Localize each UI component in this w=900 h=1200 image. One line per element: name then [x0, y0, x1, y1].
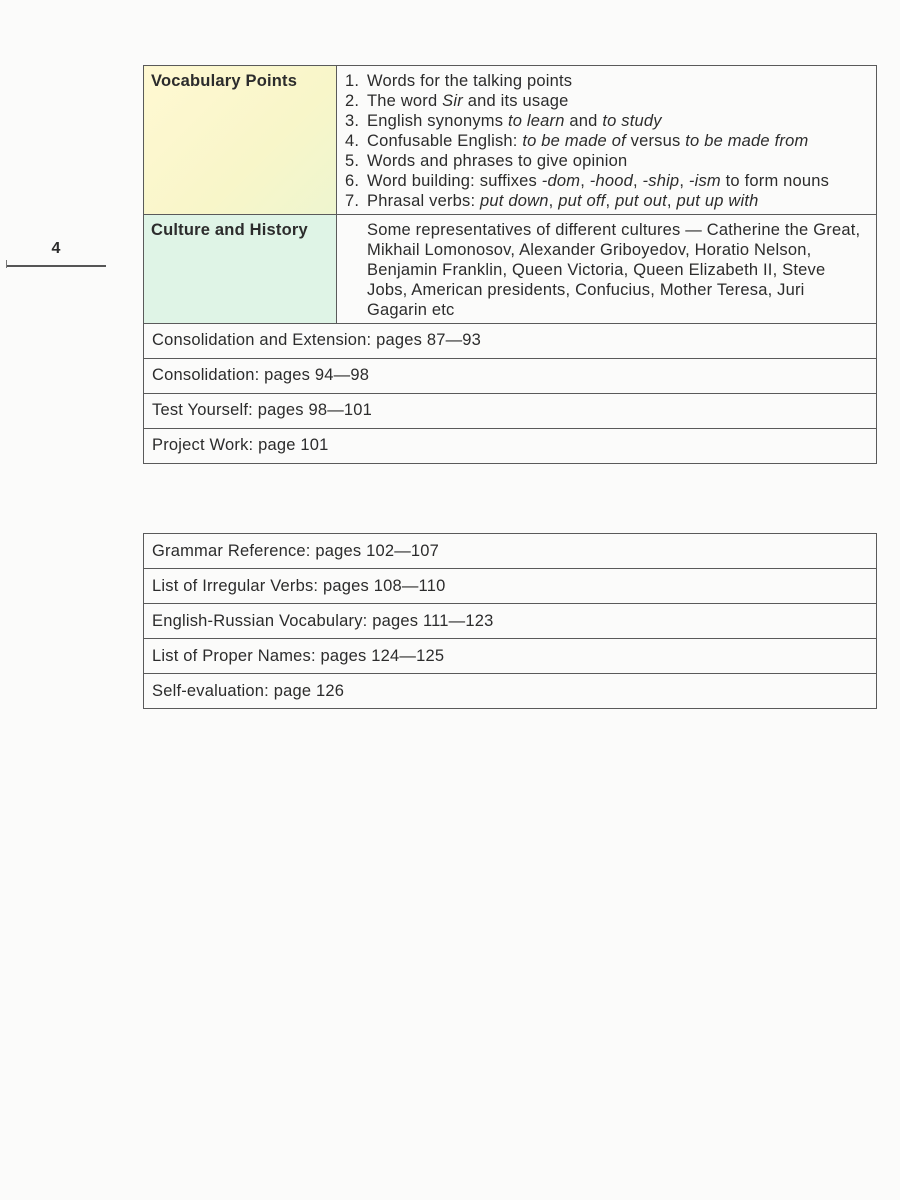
vocabulary-item — [345, 111, 868, 131]
italic-term: put out — [615, 192, 667, 210]
appendix-self-evaluation: Self-evaluation: page 126 — [144, 674, 877, 709]
vocabulary-item — [345, 171, 868, 191]
vocabulary-item-text — [367, 131, 868, 151]
appendix-row — [144, 639, 877, 674]
vocabulary-item — [345, 91, 868, 111]
italic-term: -dom — [541, 172, 581, 190]
italic-term: -ship — [642, 172, 680, 190]
section-test-yourself: Test Yourself: pages 98—101 — [144, 394, 877, 429]
vocabulary-list — [345, 71, 868, 211]
margin-tick — [6, 260, 7, 268]
culture-row — [144, 215, 877, 324]
vocabulary-item-text — [367, 191, 868, 211]
italic-term: put up with — [676, 192, 759, 210]
vocabulary-item-number: 2. — [345, 92, 360, 110]
vocabulary-item-text — [367, 91, 868, 111]
vocabulary-item — [345, 151, 868, 171]
vocabulary-item-number: 3. — [345, 112, 360, 130]
vocabulary-list-cell — [337, 66, 877, 215]
text-run: to form nouns — [720, 172, 830, 190]
section-project-work: Project Work: page 101 — [144, 429, 877, 464]
section-row — [144, 359, 877, 394]
culture-text-cell — [337, 215, 877, 324]
appendix-row — [144, 534, 877, 569]
italic-term: to study — [602, 112, 662, 130]
text-run: Phrasal verbs: — [367, 192, 481, 210]
text-run: , — [666, 192, 677, 210]
italic-term: -ism — [688, 172, 721, 190]
text-run: The word — [367, 92, 443, 110]
vocabulary-item-number: 5. — [345, 152, 360, 170]
italic-term: put off — [558, 192, 606, 210]
text-run: versus — [625, 132, 686, 150]
italic-term: to be made from — [685, 132, 809, 150]
italic-term: -hood — [589, 172, 633, 190]
text-run: Words and phrases to give opinion — [367, 152, 628, 170]
text-run: Confusable English: — [367, 132, 523, 150]
section-consolidation: Consolidation: pages 94—98 — [144, 359, 877, 394]
appendix-vocabulary: English-Russian Vocabulary: pages 111—123 — [144, 604, 877, 639]
page-number-rule — [6, 265, 106, 267]
culture-heading: Culture and History — [144, 215, 337, 324]
italic-term: to be made of — [522, 132, 626, 150]
section-row — [144, 429, 877, 464]
vocabulary-item-number: 6. — [345, 172, 360, 190]
italic-term: Sir — [442, 92, 463, 110]
text-run: Words for the talking points — [367, 72, 573, 90]
italic-term: to learn — [507, 112, 565, 130]
vocabulary-item-number: 7. — [345, 192, 360, 210]
vocabulary-item — [345, 131, 868, 151]
appendix-irregular-verbs: List of Irregular Verbs: pages 108—110 — [144, 569, 877, 604]
appendix-table — [143, 533, 877, 709]
vocabulary-item-text — [367, 71, 868, 91]
appendix-row — [144, 569, 877, 604]
section-row — [144, 394, 877, 429]
culture-text: Some representatives of different cultures — Catherine the Great, Mikhail Lomonosov, Alexander Griboyedov, Horatio Nelson, Benjamin Franklin, Queen Victoria, Queen Elizabeth II, Steve Jobs, American presidents, Confucius, Mother Teresa, Juri Gagarin etc — [367, 221, 861, 319]
italic-term: put down — [480, 192, 549, 210]
appendix-row — [144, 604, 877, 639]
text-run: Word building: suffixes — [367, 172, 542, 190]
vocabulary-item — [345, 191, 868, 211]
section-row — [144, 324, 877, 359]
text-run: and — [564, 112, 603, 130]
appendix-row — [144, 674, 877, 709]
appendix-proper-names: List of Proper Names: pages 124—125 — [144, 639, 877, 674]
vocabulary-item-number: 4. — [345, 132, 360, 150]
appendix-grammar-reference: Grammar Reference: pages 102—107 — [144, 534, 877, 569]
text-run: , — [632, 172, 643, 190]
page-number: 4 — [51, 240, 61, 257]
text-run: , — [548, 192, 559, 210]
text-run: , — [605, 192, 616, 210]
text-run: English synonyms — [367, 112, 508, 130]
text-run: , — [580, 172, 590, 190]
vocabulary-heading: Vocabulary Points — [144, 66, 337, 215]
section-consolidation-extension: Consolidation and Extension: pages 87—93 — [144, 324, 877, 359]
vocabulary-item-number: 1. — [345, 72, 360, 90]
vocabulary-item-text — [367, 171, 868, 191]
contents-table — [143, 65, 877, 464]
text-run: , — [679, 172, 689, 190]
vocabulary-row — [144, 66, 877, 215]
vocabulary-item-text — [367, 151, 868, 171]
vocabulary-item — [345, 71, 868, 91]
text-run: and its usage — [462, 92, 569, 110]
vocabulary-item-text — [367, 111, 868, 131]
